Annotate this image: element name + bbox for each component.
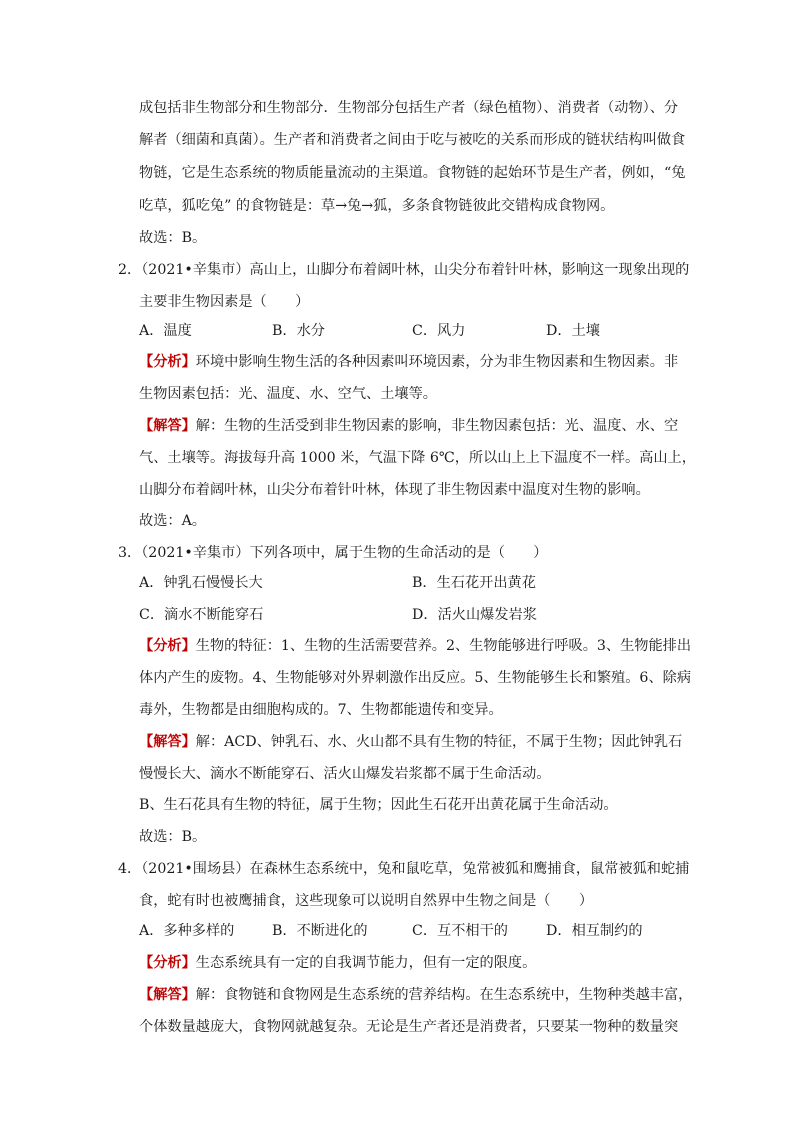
intro-line-4: 吃草，狐吃兔” 的食物链是：草→兔→狐，多条食物链彼此交错构成食物网。 <box>139 198 615 214</box>
analysis-tag: 【分析】 <box>139 354 196 370</box>
q3-analysis-line-2: 体内产生的废物。4、生物能够对外界刺激作出反应。5、生物能够生长和繁殖。6、除病 <box>139 670 692 686</box>
q2-analysis-line-2: 生物因素包括：光、温度、水、空气、土壤等。 <box>139 386 437 402</box>
q3-solution-text: 解：ACD、钟乳石、水、火山都不具有生物的特征，不属于生物；因此钟乳石 <box>195 734 683 750</box>
analysis-tag: 【分析】 <box>139 638 196 654</box>
q3-stem-line-1: 3．（2021•辛集市）下列各项中，属于生物的生命活动的是（ ） <box>118 545 548 561</box>
q4-solution-line-2: 个体数量越庞大，食物网就越复杂。无论是生产者还是消费者，只要某一物种的数量突 <box>139 1019 679 1035</box>
intro-line-2: 解者（细菌和真菌）。生产者和消费者之间由于吃与被吃的关系而形成的链状结构叫做食 <box>139 132 686 148</box>
q2-analysis-line-1 <box>139 352 679 372</box>
q4-analysis-line-1 <box>139 953 679 973</box>
q2-option-b: B．水分 <box>272 323 325 339</box>
q4-solution-text: 解：食物链和食物网是生态系统的营养结构。在生态系统中，生物种类越丰富， <box>195 987 693 1003</box>
solution-tag: 【解答】 <box>139 987 196 1003</box>
q4-option-d: D．相互制约的 <box>546 923 643 939</box>
q4-solution-line-1 <box>139 985 693 1005</box>
q4-stem-line-1: 4．（2021•围场县）在森林生态系统中，兔和鼠吃草，兔常被狐和鹰捕食，鼠常被狐和蛇捕 <box>118 861 690 877</box>
q4-analysis-text: 生态系统具有一定的自我调节能力，但有一定的限度。 <box>195 955 537 971</box>
q4-stem-line-2: 食，蛇有时也被鹰捕食，这些现象可以说明自然界中生物之间是（ ） <box>139 893 594 909</box>
solution-tag: 【解答】 <box>139 734 196 750</box>
q2-option-d: D．土壤 <box>546 323 600 339</box>
q2-solution-line-2: 气、土壤等。海拔每升高 1000 米，气温下降 6℃，所以山上上下温度不一样。高山上， <box>139 450 696 466</box>
q2-option-a: A．温度 <box>139 323 192 339</box>
intro-line-3: 物链，它是生态系统的物质能量流动的主渠道。食物链的起始环节是生产者，例如，“兔 <box>139 165 686 181</box>
q2-stem-line-1: 2．（2021•辛集市）高山上，山脚分布着阔叶林，山尖分布着针叶林，影响这一现象出现的 <box>118 262 690 278</box>
q4-option-a: A．多种多样的 <box>139 923 235 939</box>
q3-option-b: B．生石花开出黄花 <box>412 575 536 591</box>
q2-solution-line-3: 山脚分布着阔叶林，山尖分布着针叶林，体现了非生物因素中温度对生物的影响。 <box>139 482 650 498</box>
q3-analysis-text: 生物的特征：1、生物的生活需要营养。2、生物能够进行呼吸。3、生物能排出 <box>195 638 692 654</box>
q3-option-d: D．活火山爆发岩浆 <box>412 607 537 623</box>
q2-option-c: C．风力 <box>412 323 466 339</box>
q2-solution-line-1 <box>139 416 679 436</box>
solution-tag: 【解答】 <box>139 418 196 434</box>
analysis-tag: 【分析】 <box>139 955 196 971</box>
q2-solution-text: 解：生物的生活受到非生物因素的影响，非生物因素包括：光、温度、水、空 <box>195 418 679 434</box>
q4-option-c: C．互不相干的 <box>412 923 508 939</box>
intro-line-1: 成包括非生物部分和生物部分．生物部分包括生产者（绿色植物）、消费者（动物）、分 <box>139 100 679 116</box>
q2-analysis-text: 环境中影响生物生活的各种因素叫环境因素，分为非生物因素和生物因素。非 <box>195 354 679 370</box>
q3-solution-line-2: 慢慢长大、滴水不断能穿石、活火山爆发岩浆都不属于生命活动。 <box>139 766 551 782</box>
q2-answer: 故选：A。 <box>139 513 206 529</box>
q3-analysis-line-1 <box>139 636 692 656</box>
q3-solution-line-3: B、生石花具有生物的特征，属于生物；因此生石花开出黄花属于生命活动。 <box>139 797 618 813</box>
q3-option-a: A．钟乳石慢慢长大 <box>139 575 263 591</box>
q3-analysis-line-3: 毒外，生物都是由细胞构成的。7、生物都能遗传和变异。 <box>139 702 503 718</box>
q4-option-b: B．不断进化的 <box>272 923 368 939</box>
q3-option-c: C．滴水不断能穿石 <box>139 607 264 623</box>
q3-answer: 故选：B。 <box>139 829 207 845</box>
q2-stem-line-2: 主要非生物因素是（ ） <box>139 294 310 310</box>
q3-solution-line-1 <box>139 732 683 752</box>
intro-answer: 故选：B。 <box>139 230 207 246</box>
